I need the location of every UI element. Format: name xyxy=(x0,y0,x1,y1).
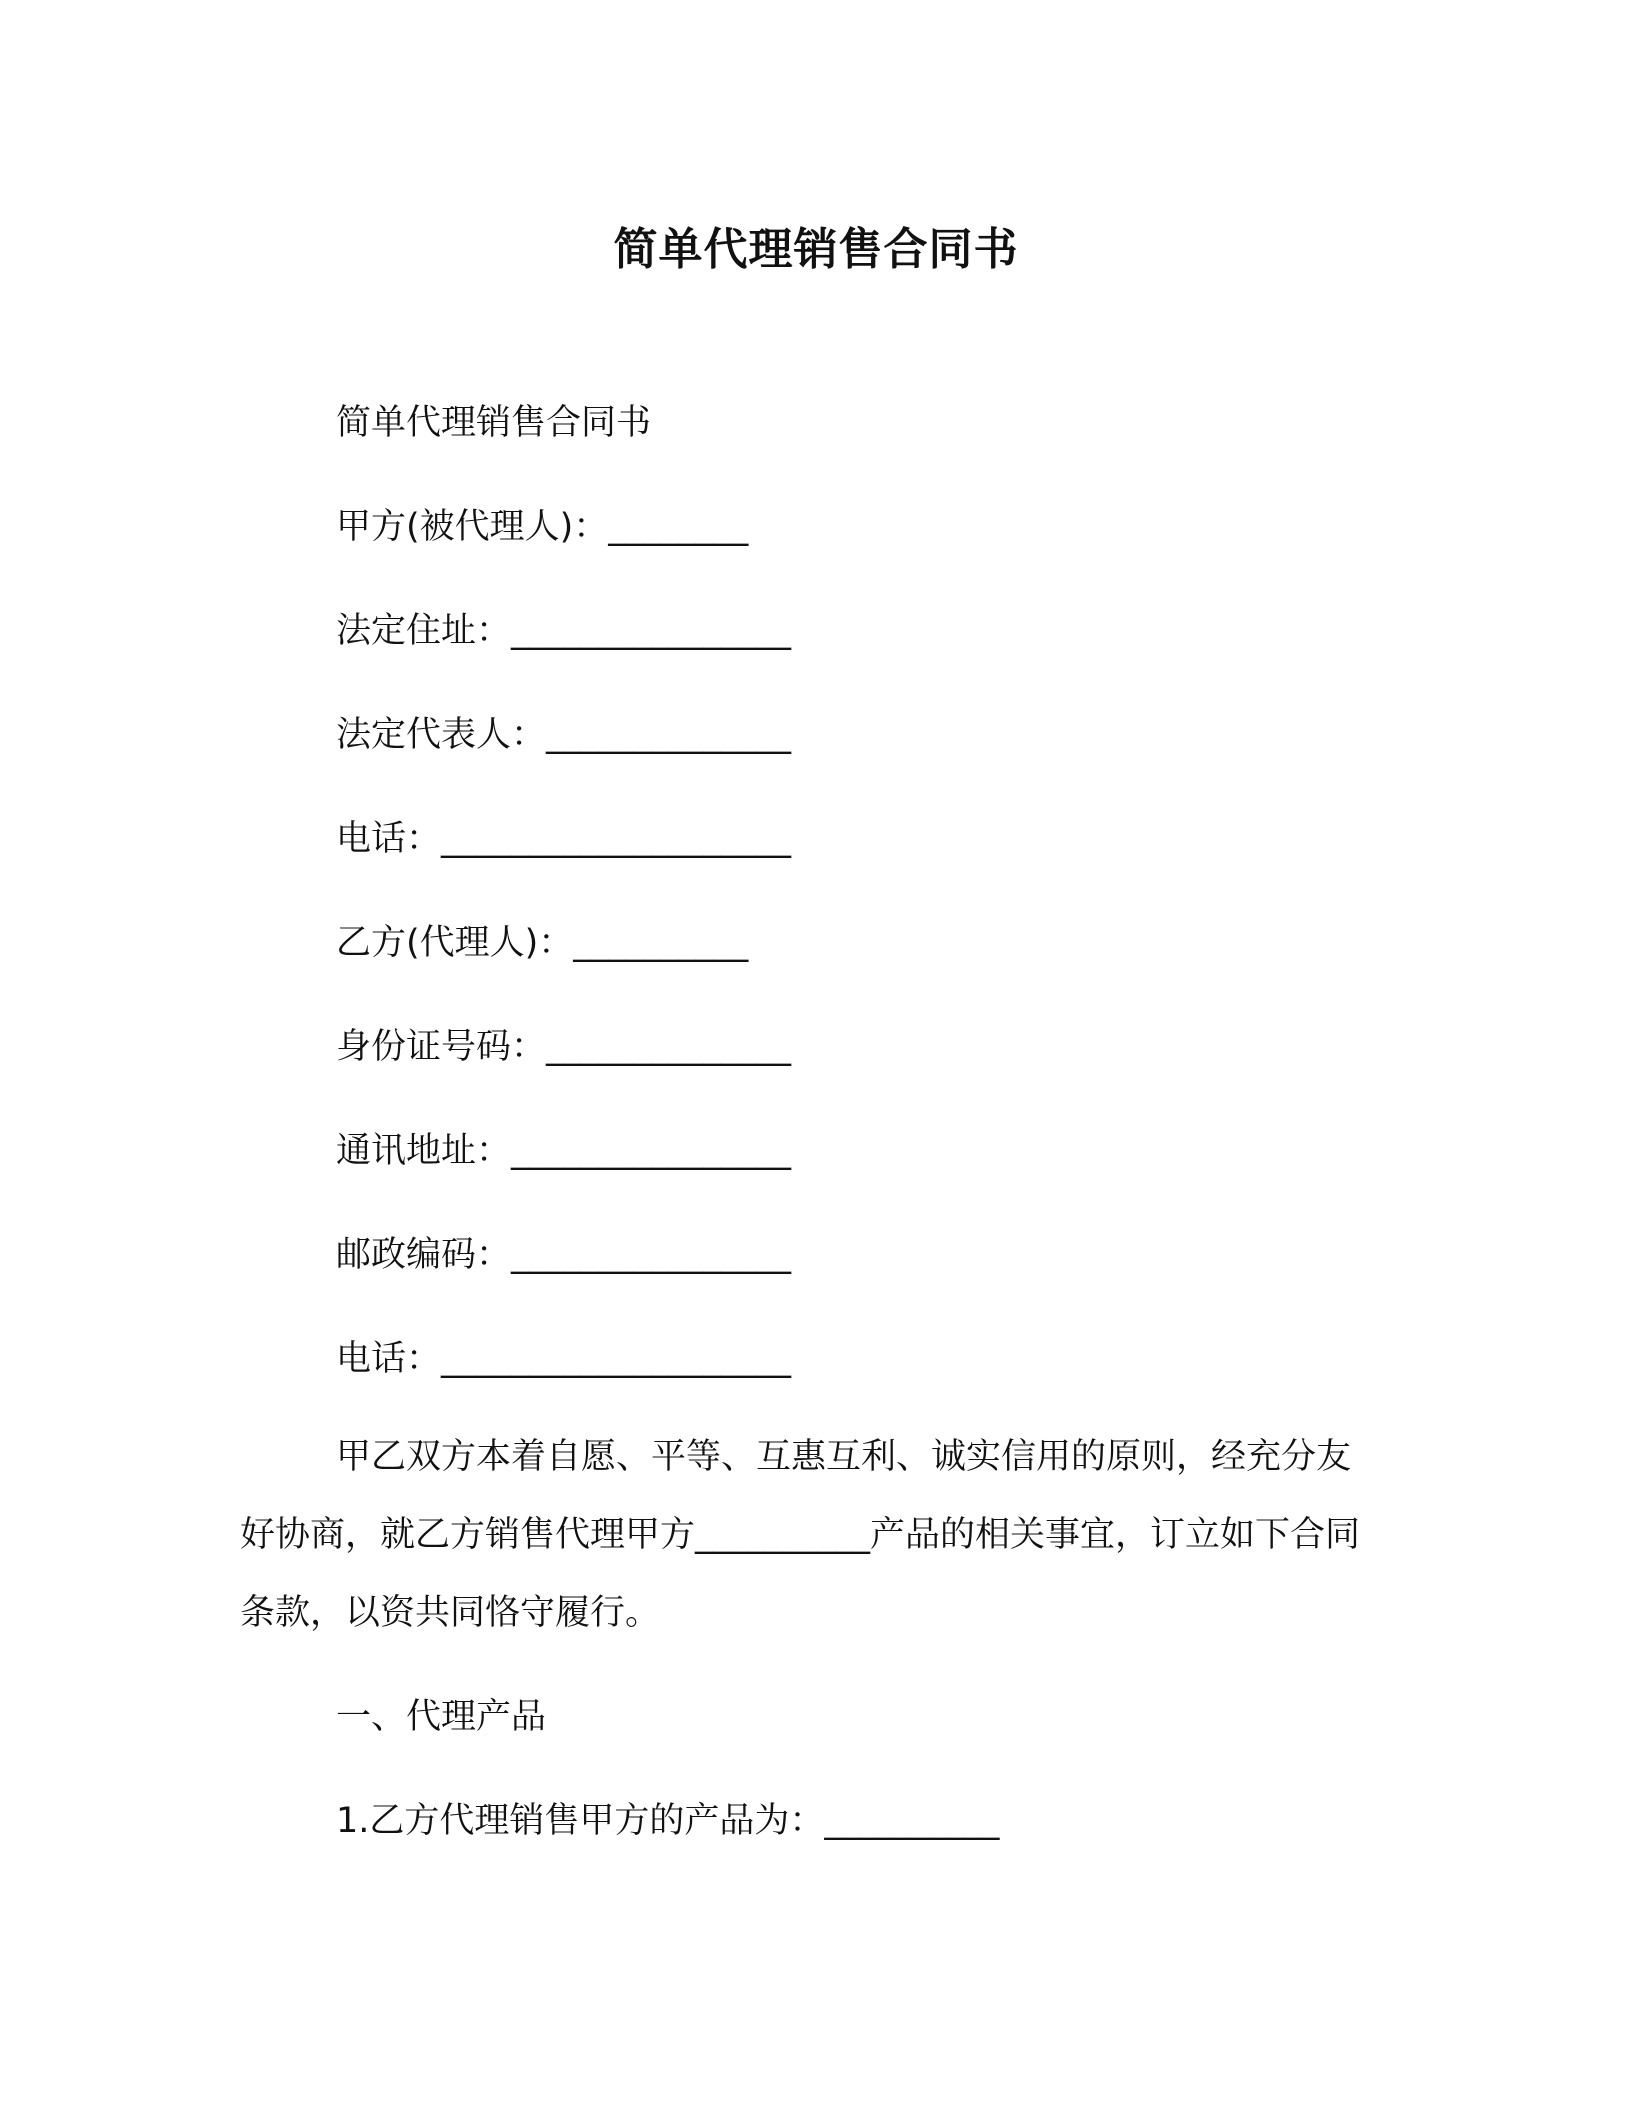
legal-address-field: 法定住址：________________ xyxy=(336,611,792,651)
id-number-field: 身份证号码：______________ xyxy=(336,1027,792,1067)
party-a-phone-field: 电话：____________________ xyxy=(336,819,792,859)
contract-name-line: 简单代理销售合同书 xyxy=(336,403,652,443)
intro-paragraph: 甲乙双方本着自愿、平等、互惠互利、诚实信用的原则，经充分友好协商，就乙方销售代理甲方__________产品的相关事宜，订立如下合同条款，以资共同恪守履行。 xyxy=(240,1437,1361,1633)
section-heading-agency-products: 一、代理产品 xyxy=(336,1697,547,1737)
postal-code-field: 邮政编码：________________ xyxy=(336,1235,792,1275)
mailing-address-field: 通讯地址：________________ xyxy=(336,1131,792,1171)
party-b-field: 乙方(代理人)：__________ xyxy=(336,923,749,963)
party-a-field: 甲方(被代理人)：________ xyxy=(336,507,749,547)
document-title: 简单代理销售合同书 xyxy=(613,224,1019,275)
clause-1-1: 1.乙方代理销售甲方的产品为：__________ xyxy=(336,1801,1000,1841)
legal-representative-field: 法定代表人：______________ xyxy=(336,715,792,755)
party-b-phone-field: 电话：____________________ xyxy=(336,1339,792,1379)
